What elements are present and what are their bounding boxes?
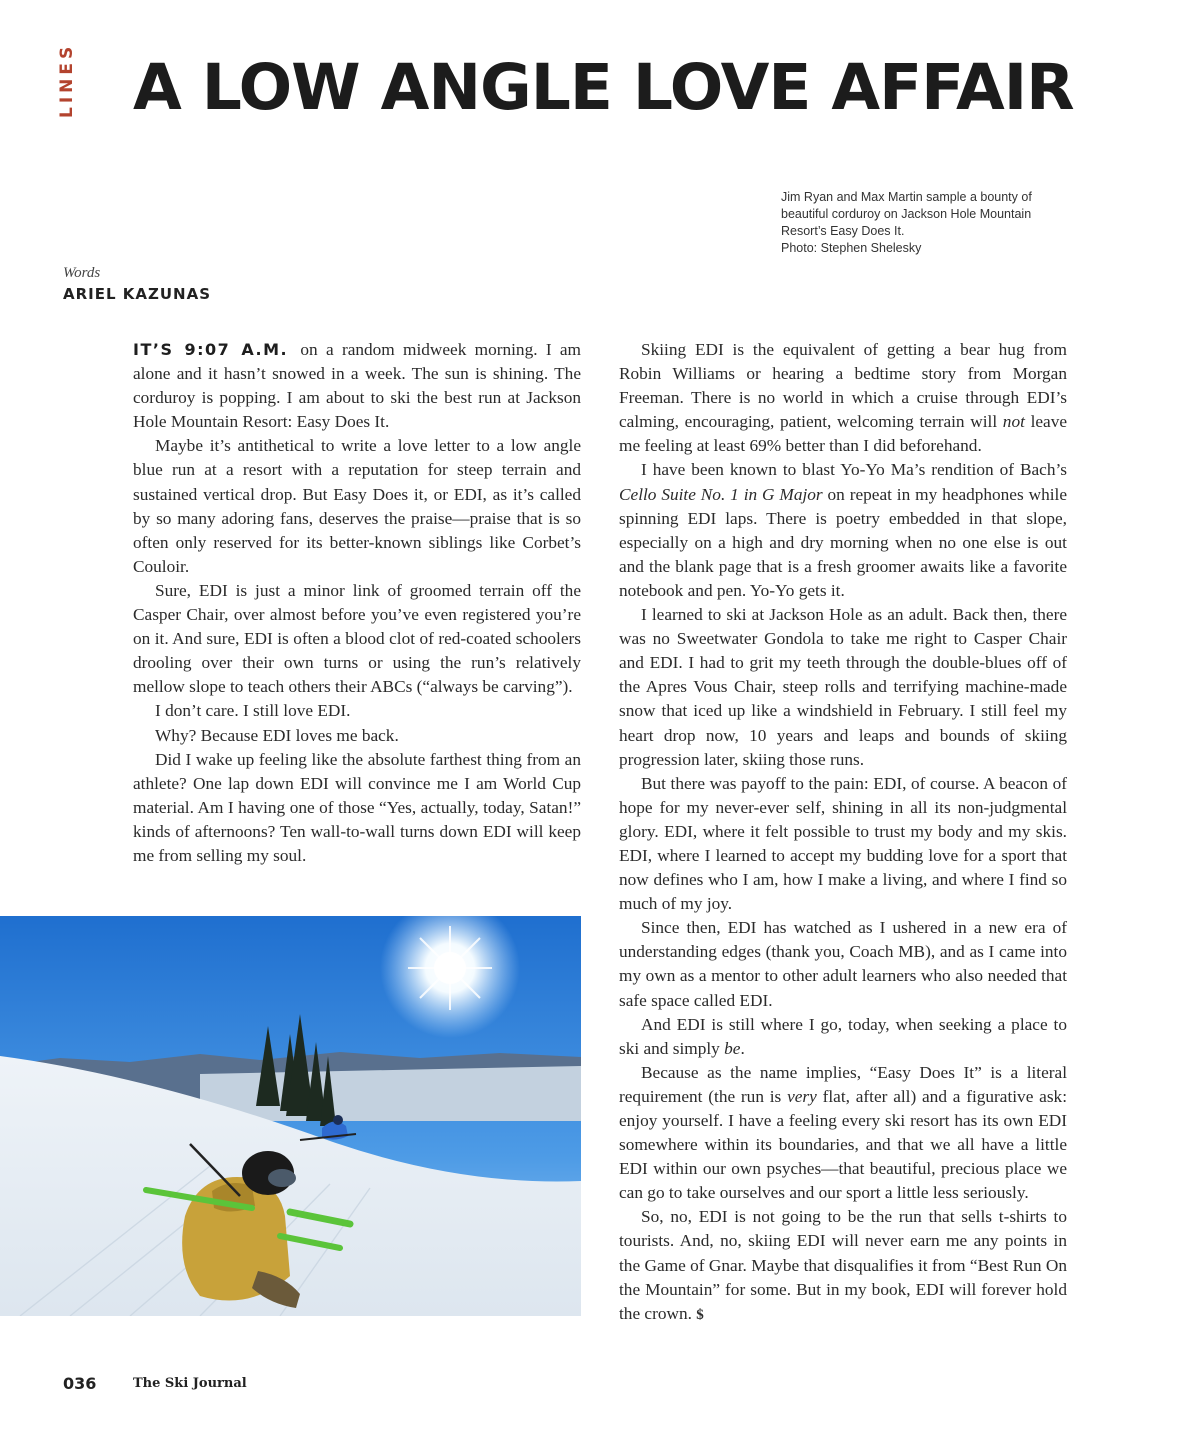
- end-mark-icon: $: [696, 1306, 704, 1323]
- article-paragraph: [619, 338, 1067, 458]
- article-column-left: [133, 338, 581, 868]
- byline-author: ARIEL KAZUNAS: [63, 285, 212, 303]
- article-paragraph: Sure, EDI is just a minor link of groomed terrain off the Casper Chair, over almost before you’ve even registered you’re on it. And sure, EDI is often a blood clot of red-coated schoolers drooling over their own turns or using the run’s relatively mellow slope to teach others their ABCs (“always be carving”).: [133, 580, 581, 697]
- article-paragraph: I don’t care. I still love EDI.: [155, 701, 351, 721]
- section-label: LINES: [57, 42, 77, 118]
- paragraph-text: Skiing EDI is the equivalent of getting a bear hug from Robin Williams or hearing a bedtime story from Morgan Freeman. There is no world in which a cruise through EDI’s calming, encouraging, patient, welcoming terrain will: [619, 340, 1067, 432]
- paragraph-text: So, no, EDI is not going to be the run that sells t-shirts to tourists. And, no, skiing EDI will never earn me any points in the Game of Gnar. Maybe that disqualifies it from “Best Run On the Mountain” for some. But in my book, EDI will forever hold the crown.: [619, 1207, 1067, 1323]
- article-column-right: [619, 338, 1067, 1327]
- emphasis: not: [1002, 412, 1025, 432]
- article-paragraph: [619, 1205, 1067, 1326]
- article-paragraph: But there was payoff to the pain: EDI, of course. A beacon of hope for my never-ever self, shining in all its non-judgmental glory. EDI, where it felt possible to trust my body and my skis. EDI, where I learned to accept my budding love for a sport that now defines who I am, how I make a living, and where I find so much of my joy.: [619, 773, 1067, 914]
- paragraph-text: on a random midweek morning. I am alone and it hasn’t snowed in a week. The sun is shining. The corduroy is popping. I am about to ski the best run at Jackson Hole Mountain Resort: Easy Does It.: [133, 340, 581, 432]
- article-paragraph: Did I wake up feeling like the absolute farthest thing from an athlete? One lap down EDI will convince me I am World Cup material. Am I having one of those “Yes, actually, today, Satan!” kinds of afternoons? Ten wall-to-wall turns down EDI will keep me from selling my soul.: [133, 749, 581, 865]
- skiing-photo: [0, 916, 581, 1316]
- paragraph-text: Because as the name implies, “Easy Does It” is a literal requirement (the run is: [619, 1062, 1067, 1106]
- byline-label: Words: [63, 265, 101, 281]
- emphasis: be: [724, 1038, 741, 1058]
- article-paragraph: Since then, EDI has watched as I ushered in a new era of understanding edges (thank you, Coach MB), and as I came into my own as a mentor to other adult learners who also needed that safe space called EDI.: [619, 918, 1067, 1010]
- paragraph-text: flat, after all) and a figurative ask: enjoy yourself. I have a feeling every ski resort has its own EDI somewhere within its boundaries, and that we all have a little EDI within our own psyches—that beautiful, precious place we can go to take ourselves and our sport a little less seriously.: [619, 1086, 1067, 1203]
- paragraph-text: And EDI is still where I go, today, when seeking a place to ski and simply: [619, 1014, 1067, 1058]
- paragraph-text: I have been known to blast Yo-Yo Ma’s rendition of Bach’s: [641, 460, 1067, 480]
- caption-line: beautiful corduroy on Jackson Hole Mountain: [781, 207, 1032, 221]
- article-paragraph: [619, 1061, 1067, 1206]
- caption-line: Jim Ryan and Max Martin sample a bounty of: [781, 190, 1032, 204]
- article-paragraph: [133, 338, 581, 434]
- article-paragraph: Maybe it’s antithetical to write a love letter to a low angle blue run at a resort with a reputation for steep terrain and sustained vertical drop. But Easy Does it, or EDI, as it’s called by so many adoring fans, deserves the praise—praise that is so often only reserved for its better-known siblings like Corbet’s Couloir.: [133, 436, 581, 576]
- emphasis: very: [787, 1086, 817, 1106]
- paragraph-text: on repeat in my headphones while spinning EDI laps. There is poetry embedded in that slope, especially on a high and dry morning when no one else is out and the blank page that is a fresh groomer awaits like a favorite notebook and pen. Yo-Yo gets it.: [619, 484, 1067, 600]
- headline: A LOW ANGLE LOVE AFFAIR: [133, 51, 1074, 124]
- paragraph-text: leave me feeling at least 69% better than I did beforehand.: [619, 412, 1068, 456]
- page-number: 036: [63, 1374, 97, 1393]
- article-paragraph: [619, 1013, 1067, 1061]
- paragraph-text: .: [740, 1038, 745, 1058]
- caption-line: Resort’s Easy Does It.: [781, 224, 905, 238]
- article-paragraph: [619, 458, 1067, 603]
- caption-credit: Photo: Stephen Shelesky: [781, 241, 922, 255]
- lead-in: IT’S 9:07 A.M.: [133, 340, 289, 359]
- photo-caption: [781, 189, 1081, 257]
- article-paragraph: Why? Because EDI loves me back.: [155, 725, 399, 745]
- skiing-photo-illustration: [0, 916, 581, 1316]
- emphasis: Cello Suite No. 1 in G Major: [619, 484, 823, 504]
- journal-name: The Ski Journal: [133, 1376, 247, 1391]
- article-paragraph: I learned to ski at Jackson Hole as an adult. Back then, there was no Sweetwater Gondola to take me right to Casper Chair and EDI. I had to grit my teeth through the double-blues off of the Apres Vous Chair, steep rolls and terrifying machine-made snow that iced up like a windshield in February. I still feel my heart drop now, 10 years and leaps and bounds of skiing progression later, skiing those runs.: [619, 605, 1067, 769]
